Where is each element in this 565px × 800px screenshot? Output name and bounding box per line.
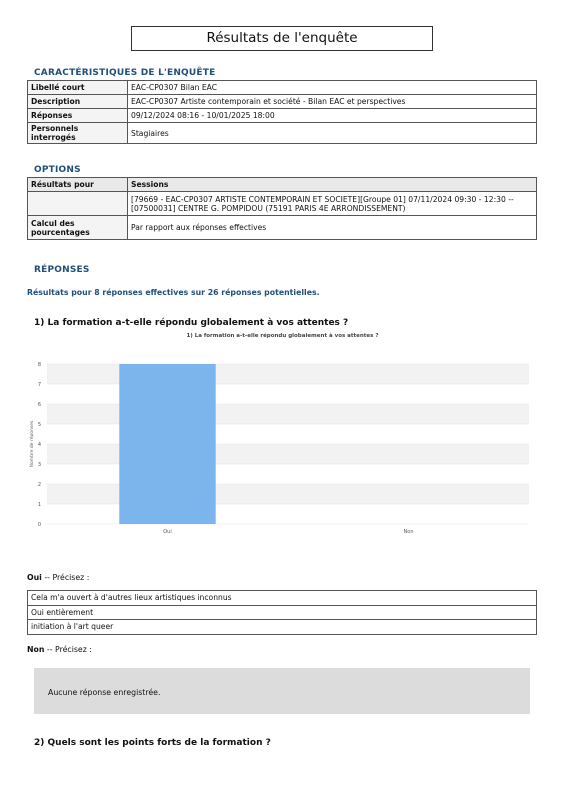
responses-summary: Résultats pour 8 réponses effectives sur 26 réponses potentielles. xyxy=(27,288,320,297)
y-tick-label: 7 xyxy=(37,382,41,388)
table-row xyxy=(28,591,537,606)
empty-cell xyxy=(28,192,128,216)
y-tick-label: 2 xyxy=(37,482,41,488)
characteristics-heading: CARACTÉRISTIQUES DE L'ENQUÊTE xyxy=(34,68,216,78)
y-tick-label: 6 xyxy=(37,402,41,408)
bar-chart xyxy=(27,356,537,541)
y-tick-label: 0 xyxy=(37,522,41,528)
table-row xyxy=(28,605,537,620)
y-tick-label: 5 xyxy=(37,422,41,428)
non-precisez-label xyxy=(27,645,92,654)
responses-heading: RÉPONSES xyxy=(34,265,90,275)
non-suffix: -- Précisez : xyxy=(44,645,92,654)
calc-value: Par rapport aux réponses effectives xyxy=(128,216,537,240)
session-value: [79669 - EAC-CP0307 ARTISTE CONTEMPORAIN ET SOCIETE][Groupe 01] 07/11/2024 09:30 - 12:30 -- [07500031] CENTRE G. POMPIDOU (75191 PARIS 4E ARRONDISSEMENT) xyxy=(128,192,537,216)
oui-label: Oui xyxy=(27,573,42,582)
characteristics-table xyxy=(27,80,537,144)
y-tick-label: 8 xyxy=(37,362,41,368)
short-label-value: EAC-CP0307 Bilan EAC xyxy=(128,81,537,95)
table-row xyxy=(28,81,537,95)
oui-suffix: -- Précisez : xyxy=(41,573,90,582)
table-row xyxy=(28,216,537,240)
question-2-title: 2) Quels sont les points forts de la formation ? xyxy=(34,738,271,748)
table-row xyxy=(28,178,537,192)
chart-title: 1) La formation a-t-elle répondu globalement à vos attentes ? xyxy=(186,333,379,339)
question-1-title: 1) La formation a-t-elle répondu globalement à vos attentes ? xyxy=(34,318,349,328)
x-tick-label: Non xyxy=(403,529,414,535)
y-tick-label: 1 xyxy=(37,502,41,508)
description-key: Description xyxy=(28,95,128,109)
table-row xyxy=(28,620,537,635)
short-label-key: Libellé court xyxy=(28,81,128,95)
options-heading: OPTIONS xyxy=(34,165,81,175)
surveyed-staff-value: Stagiaires xyxy=(128,123,537,144)
table-row xyxy=(28,109,537,123)
answer-cell: Oui entièrement xyxy=(28,605,537,620)
options-table xyxy=(27,177,537,240)
no-answer-box: Aucune réponse enregistrée. xyxy=(34,668,530,714)
y-axis-label: Nombre de réponses xyxy=(30,420,35,468)
answer-cell: Cela m'a ouvert à d'autres lieux artistiques inconnus xyxy=(28,591,537,606)
oui-precisez-label xyxy=(27,573,89,582)
page-title: Résultats de l'enquête xyxy=(131,26,433,51)
non-label: Non xyxy=(27,645,45,654)
y-tick-label: 3 xyxy=(37,462,41,468)
description-value: EAC-CP0307 Artiste contemporain et société - Bilan EAC et perspectives xyxy=(128,95,537,109)
results-for-key: Résultats pour xyxy=(28,178,128,192)
y-tick-label: 4 xyxy=(37,442,41,448)
responses-period-key: Réponses xyxy=(28,109,128,123)
x-tick-label: Oui xyxy=(163,529,172,535)
oui-answers-table xyxy=(27,590,537,635)
table-row xyxy=(28,123,537,144)
table-row xyxy=(28,95,537,109)
bar-oui xyxy=(119,364,215,524)
answer-cell: initiation à l'art queer xyxy=(28,620,537,635)
table-row xyxy=(28,192,537,216)
responses-period-value: 09/12/2024 08:16 - 10/01/2025 18:00 xyxy=(128,109,537,123)
surveyed-staff-key: Personnels interrogés xyxy=(28,123,128,144)
sessions-header: Sessions xyxy=(128,178,537,192)
calc-key: Calcul des pourcentages xyxy=(28,216,128,240)
